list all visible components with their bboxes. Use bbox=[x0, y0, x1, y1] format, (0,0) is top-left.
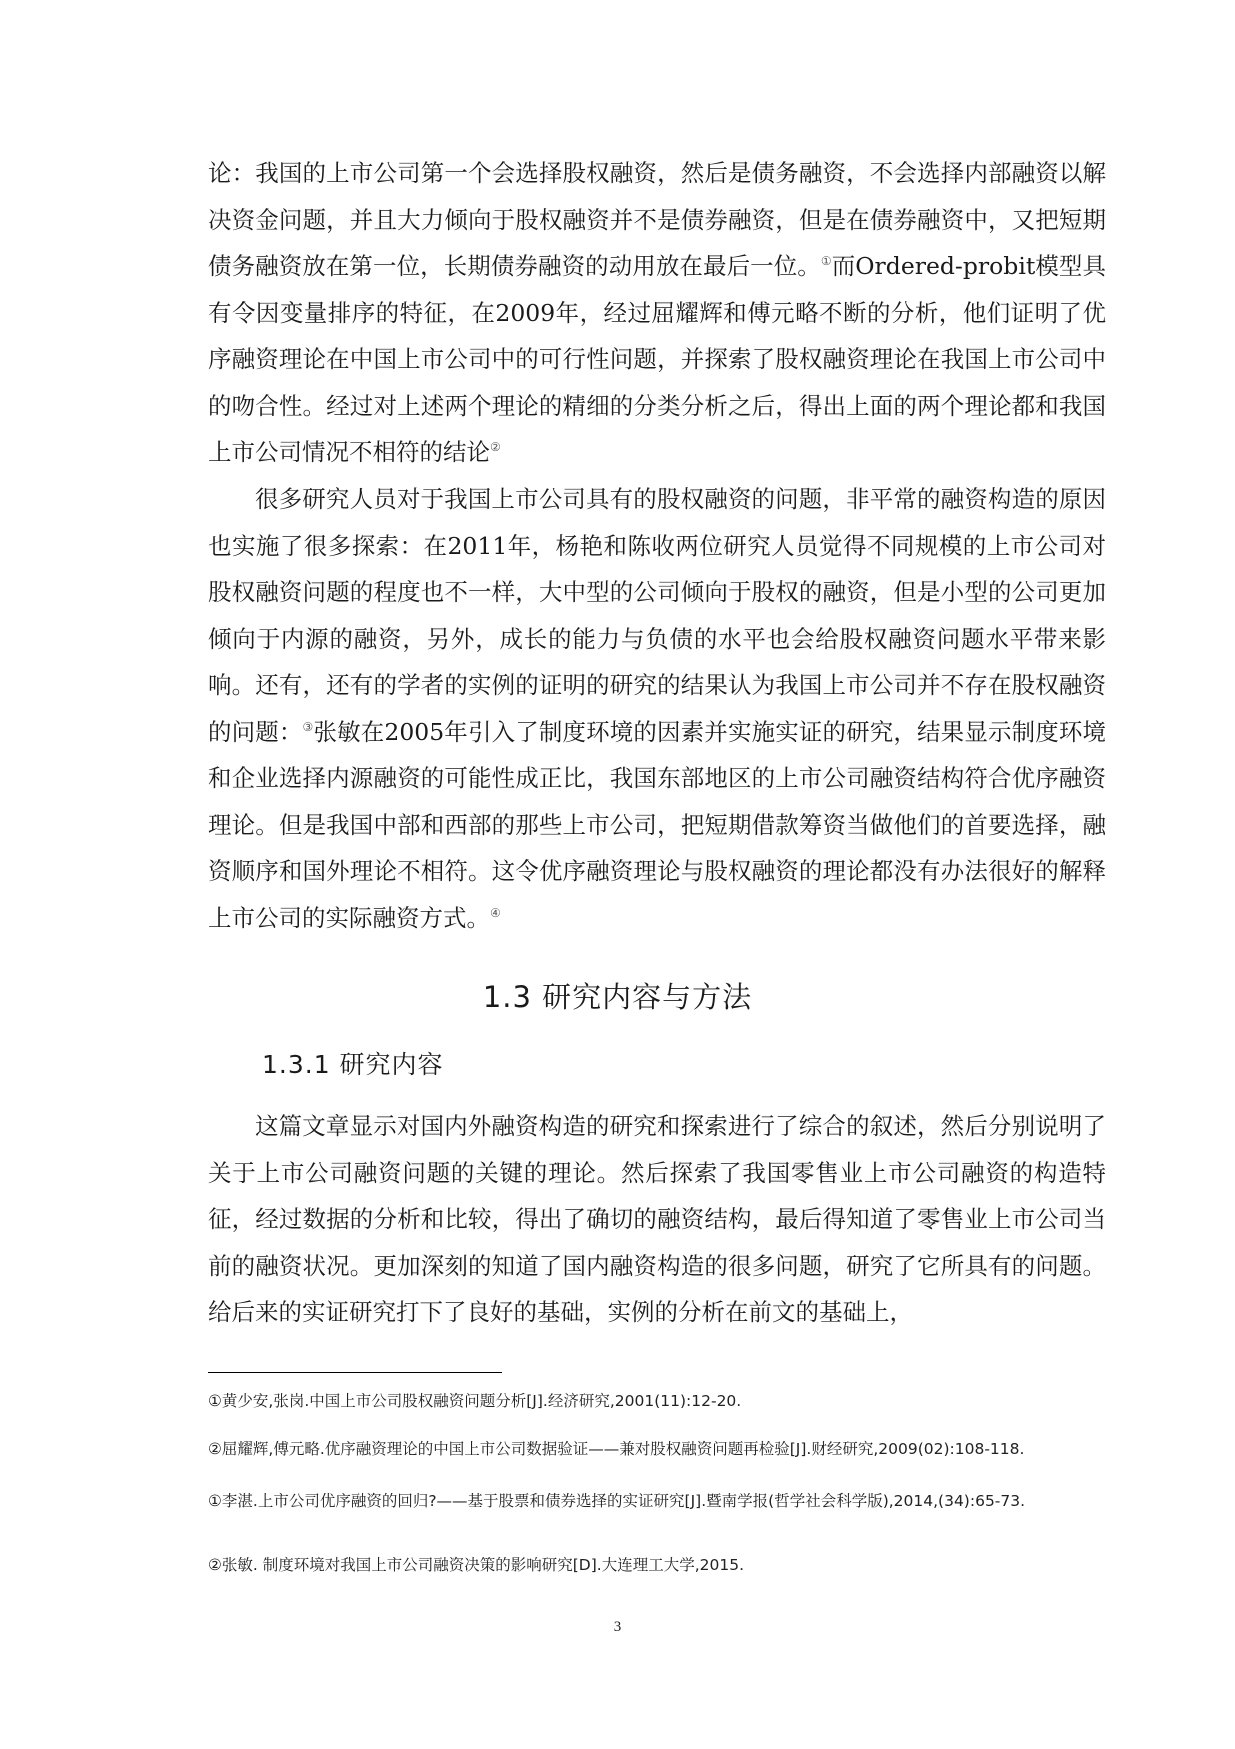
paragraph-text: 而Ordered-probit模型具有令因变量排序的特征，在2009年，经过屈耀辉和傅元略不断的分析，他们证明了优序融资理论在中国上市公司中的可行性问题，并探索了股权融资理论在我国上市公司中的吻合性。经过对上述两个理论的精细的分类分析之后，得出上面的两个理论都和我国上市公司情况不相符的结论 bbox=[208, 252, 1107, 466]
footnote-marker[interactable]: ② bbox=[490, 440, 501, 455]
footnote-divider bbox=[208, 1372, 502, 1373]
footnote-1: ①黄少安,张岗.中国上市公司股权融资问题分析[J].经济研究,2001(11):12-20. bbox=[208, 1392, 742, 1410]
page-number: 3 bbox=[613, 1619, 622, 1635]
footnote-4: ②张敏. 制度环境对我国上市公司融资决策的影响研究[D].大连理工大学,2015. bbox=[208, 1556, 745, 1574]
footnote-marker[interactable]: ④ bbox=[490, 905, 501, 920]
body-paragraph-1 bbox=[208, 150, 1106, 476]
footnote-3: ①李湛.上市公司优序融资的回归?——基于股票和债券选择的实证研究[J].暨南学报(哲学社会科学版),2014,(34):65-73. bbox=[208, 1492, 1026, 1510]
body-paragraph-3 bbox=[208, 1103, 1106, 1336]
footnote-2: ②屈耀辉,傅元略.优序融资理论的中国上市公司数据验证——兼对股权融资问题再检验[J].财经研究,2009(02):108-118. bbox=[208, 1440, 1025, 1458]
paragraph-text: 这篇文章显示对国内外融资构造的研究和探索进行了综合的叙述，然后分别说明了关于上市公司融资问题的关键的理论。然后探索了我国零售业上市公司融资的构造特征，经过数据的分析和比较，得出了确切的融资结构，最后得知道了零售业上市公司当前的融资状况。更加深刻的知道了国内融资构造的很多问题，研究了它所具有的问题。给后来的实证研究打下了良好的基础，实例的分析在前文的基础上， bbox=[208, 1112, 1106, 1326]
paragraph-text: 张敏在2005年引入了制度环境的因素并实施实证的研究，结果显示制度环境和企业选择内源融资的可能性成正比，我国东部地区的上市公司融资结构符合优序融资理论。但是我国中部和西部的那些上市公司，把短期借款筹资当做他们的首要选择，融资顺序和国外理论不相符。这令优序融资理论与股权融资的理论都没有办法很好的解释上市公司的实际融资方式。 bbox=[208, 717, 1106, 932]
paragraph-text: 论：我国的上市公司第一个会选择股权融资，然后是债务融资，不会选择内部融资以解决资金问题，并且大力倾向于股权融资并不是债券融资，但是在债券融资中，又把短期债务融资放在第一位，长期债券融资的动用放在最后一位。 bbox=[208, 159, 1106, 280]
section-heading: 1.3 研究内容与方法 bbox=[482, 980, 753, 1014]
footnote-marker[interactable]: ③ bbox=[302, 719, 314, 734]
body-paragraph-2 bbox=[208, 476, 1106, 941]
paragraph-text: 很多研究人员对于我国上市公司具有的股权融资的问题，非平常的融资构造的原因也实施了很多探索：在2011年，杨艳和陈收两位研究人员觉得不同规模的上市公司对股权融资问题的程度也不一样，大中型的公司倾向于股权的融资，但是小型的公司更加倾向于内源的融资，另外，成长的能力与负债的水平也会给股权融资问题水平带来影响。还有，还有的学者的实例的证明的研究的结果认为我国上市公司并不存在股权融资的问题： bbox=[208, 485, 1106, 746]
footnote-marker[interactable]: ① bbox=[820, 254, 832, 269]
subsection-heading: 1.3.1 研究内容 bbox=[262, 1050, 444, 1079]
